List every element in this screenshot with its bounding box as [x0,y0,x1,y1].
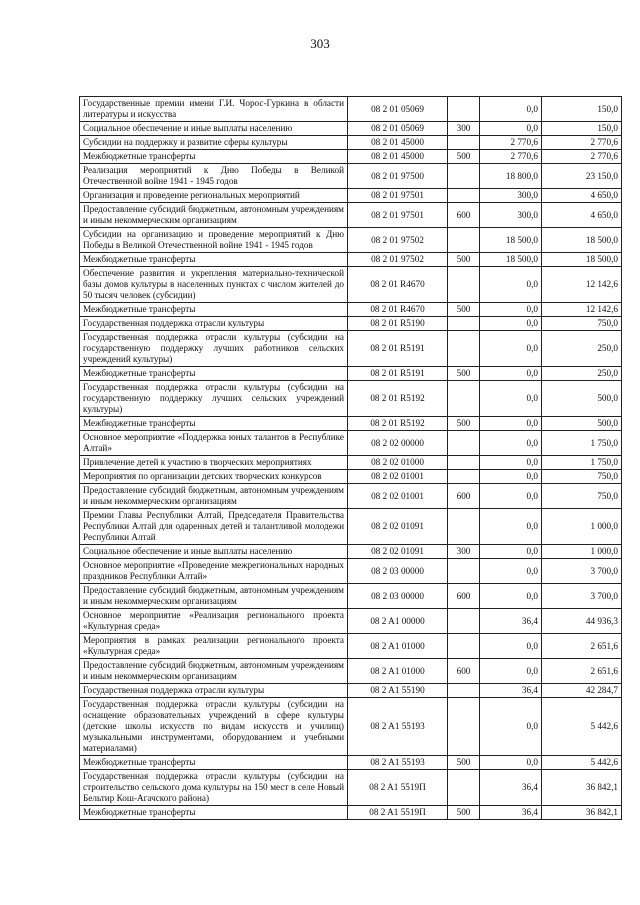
table-row [80,417,622,431]
amount-second-year: 750,0 [542,470,622,484]
table-row [80,806,622,820]
expense-type-code [448,456,480,470]
table-row [80,136,622,150]
amount-first-year: 0,0 [480,659,542,684]
target-article-code: 08 2 02 01001 [348,484,448,509]
table-row [80,367,622,381]
amount-second-year: 2 770,6 [542,150,622,164]
row-description: Основное мероприятие «Поддержка юных талантов в Республике Алтай» [80,431,348,456]
table-row [80,698,622,756]
amount-second-year: 2 651,6 [542,659,622,684]
expense-type-code: 500 [448,417,480,431]
amount-first-year: 0,0 [480,756,542,770]
target-article-code: 08 2 01 R5192 [348,381,448,417]
target-article-code: 08 2 01 R4670 [348,303,448,317]
expense-type-code [448,331,480,367]
row-description: Субсидии на организацию и проведение мероприятий к Дню Победы в Великой Отечественной войне 1941 - 1945 годов [80,228,348,253]
row-description: Предоставление субсидий бюджетным, автономным учреждениям и иным некоммерческим организациям [80,584,348,609]
table-body [80,97,622,820]
target-article-code: 08 2 01 R5190 [348,317,448,331]
expense-type-code [448,381,480,417]
amount-second-year: 250,0 [542,367,622,381]
target-article-code: 08 2 01 R5192 [348,417,448,431]
expense-type-code [448,509,480,545]
table-row [80,303,622,317]
amount-first-year: 0,0 [480,431,542,456]
amount-second-year: 1 750,0 [542,431,622,456]
amount-first-year: 2 770,6 [480,150,542,164]
table-row [80,331,622,367]
expense-type-code [448,164,480,189]
target-article-code: 08 2 A1 00000 [348,609,448,634]
table-row [80,381,622,417]
amount-second-year: 12 142,6 [542,303,622,317]
target-article-code: 08 2 A1 5519П [348,770,448,806]
row-description: Государственная поддержка отрасли культуры [80,317,348,331]
expense-type-code: 600 [448,484,480,509]
amount-second-year: 44 936,3 [542,609,622,634]
row-description: Основное мероприятие «Проведение межрегиональных народных праздников Республики Алтай» [80,559,348,584]
expense-type-code: 600 [448,203,480,228]
row-description: Предоставление субсидий бюджетным, автономным учреждениям и иным некоммерческим организациям [80,203,348,228]
row-description: Премии Главы Республики Алтай, Председателя Правительства Республики Алтай для одаренных детей и талантливой молодежи Республики Алтай [80,509,348,545]
row-description: Межбюджетные трансферты [80,150,348,164]
target-article-code: 08 2 A1 55190 [348,684,448,698]
amount-second-year: 750,0 [542,484,622,509]
row-description: Межбюджетные трансферты [80,303,348,317]
expense-type-code [448,770,480,806]
expense-type-code [448,684,480,698]
table-row [80,97,622,122]
table-row [80,770,622,806]
table-row [80,431,622,456]
row-description: Государственная поддержка отрасли культуры (субсидии на оснащение образовательных учреждений в сфере культуры (детские школы искусств по видам искусств и училищ) музыкальными инструментами, оборудованием и учебными материалами) [80,698,348,756]
row-description: Государственная поддержка отрасли культуры (субсидии на государственную поддержку лучших сельских учреждений культуры) [80,381,348,417]
expense-type-code [448,698,480,756]
amount-second-year: 150,0 [542,97,622,122]
row-description: Мероприятия в рамках реализации регионального проекта «Культурная среда» [80,634,348,659]
target-article-code: 08 2 02 01091 [348,545,448,559]
amount-first-year: 0,0 [480,698,542,756]
amount-first-year: 18 500,0 [480,228,542,253]
row-description: Предоставление субсидий бюджетным, автономным учреждениям и иным некоммерческим организациям [80,484,348,509]
amount-second-year: 4 650,0 [542,189,622,203]
row-description: Межбюджетные трансферты [80,806,348,820]
amount-first-year: 2 770,6 [480,136,542,150]
row-description: Государственные премии имени Г.И. Чорос-Гуркина в области литературы и искусства [80,97,348,122]
target-article-code: 08 2 01 45000 [348,150,448,164]
row-description: Обеспечение развития и укрепления материально-технической базы домов культуры в населенных пунктах с числом жителей до 50 тысяч человек (субсидии) [80,267,348,303]
table-row [80,584,622,609]
table-row [80,470,622,484]
table-row [80,189,622,203]
expense-type-code [448,634,480,659]
expense-type-code [448,97,480,122]
amount-second-year: 12 142,6 [542,267,622,303]
amount-second-year: 150,0 [542,122,622,136]
target-article-code: 08 2 03 00000 [348,559,448,584]
row-description: Государственная поддержка отрасли культуры (субсидии на государственную поддержку лучших работников сельских учреждений культуры) [80,331,348,367]
amount-second-year: 500,0 [542,417,622,431]
amount-second-year: 4 650,0 [542,203,622,228]
amount-first-year: 0,0 [480,267,542,303]
target-article-code: 08 2 01 97502 [348,228,448,253]
expense-type-code: 600 [448,584,480,609]
target-article-code: 08 2 02 01091 [348,509,448,545]
amount-second-year: 3 700,0 [542,584,622,609]
target-article-code: 08 2 02 01001 [348,470,448,484]
expense-type-code: 500 [448,806,480,820]
table-row [80,317,622,331]
target-article-code: 08 2 01 97500 [348,164,448,189]
expense-type-code [448,559,480,584]
amount-first-year: 36,4 [480,770,542,806]
target-article-code: 08 2 01 R4670 [348,267,448,303]
table-row [80,122,622,136]
amount-second-year: 3 700,0 [542,559,622,584]
table-row [80,203,622,228]
target-article-code: 08 2 02 01000 [348,456,448,470]
target-article-code: 08 2 01 97501 [348,203,448,228]
expense-type-code [448,609,480,634]
budget-table [79,96,622,820]
row-description: Межбюджетные трансферты [80,253,348,267]
amount-first-year: 300,0 [480,189,542,203]
target-article-code: 08 2 03 00000 [348,584,448,609]
amount-second-year: 1 000,0 [542,509,622,545]
amount-second-year: 750,0 [542,317,622,331]
amount-second-year: 5 442,6 [542,698,622,756]
expense-type-code [448,470,480,484]
target-article-code: 08 2 A1 55193 [348,756,448,770]
amount-second-year: 2 651,6 [542,634,622,659]
amount-first-year: 0,0 [480,545,542,559]
table-row [80,756,622,770]
amount-first-year: 36,4 [480,684,542,698]
amount-second-year: 250,0 [542,331,622,367]
expense-type-code: 500 [448,756,480,770]
amount-second-year: 18 500,0 [542,228,622,253]
expense-type-code: 500 [448,303,480,317]
target-article-code: 08 2 01 45000 [348,136,448,150]
expense-type-code: 300 [448,122,480,136]
amount-second-year: 500,0 [542,381,622,417]
row-description: Реализация мероприятий к Дню Победы в Великой Отечественной войне 1941 - 1945 годов [80,164,348,189]
table-row [80,634,622,659]
target-article-code: 08 2 A1 01000 [348,659,448,684]
expense-type-code [448,317,480,331]
target-article-code: 08 2 01 05069 [348,97,448,122]
table-row [80,228,622,253]
expense-type-code [448,136,480,150]
table-row [80,456,622,470]
target-article-code: 08 2 A1 5519П [348,806,448,820]
amount-second-year: 2 770,6 [542,136,622,150]
table-row [80,609,622,634]
amount-first-year: 0,0 [480,331,542,367]
table-row [80,659,622,684]
target-article-code: 08 2 01 R5191 [348,367,448,381]
amount-first-year: 0,0 [480,367,542,381]
table-row [80,267,622,303]
amount-first-year: 0,0 [480,484,542,509]
table-row [80,164,622,189]
table-row [80,509,622,545]
expense-type-code: 500 [448,367,480,381]
expense-type-code [448,431,480,456]
expense-type-code [448,228,480,253]
amount-first-year: 18 500,0 [480,253,542,267]
amount-first-year: 0,0 [480,470,542,484]
target-article-code: 08 2 01 97502 [348,253,448,267]
amount-second-year: 36 842,1 [542,770,622,806]
amount-second-year: 36 842,1 [542,806,622,820]
amount-first-year: 300,0 [480,203,542,228]
expense-type-code: 500 [448,150,480,164]
row-description: Межбюджетные трансферты [80,367,348,381]
target-article-code: 08 2 A1 01000 [348,634,448,659]
target-article-code: 08 2 01 R5191 [348,331,448,367]
row-description: Организация и проведение региональных мероприятий [80,189,348,203]
target-article-code: 08 2 01 05069 [348,122,448,136]
amount-first-year: 0,0 [480,417,542,431]
expense-type-code [448,267,480,303]
amount-first-year: 18 800,0 [480,164,542,189]
page-number: 303 [310,36,330,51]
table-row [80,684,622,698]
target-article-code: 08 2 A1 55193 [348,698,448,756]
row-description: Межбюджетные трансферты [80,756,348,770]
amount-first-year: 0,0 [480,559,542,584]
amount-second-year: 5 442,6 [542,756,622,770]
row-description: Субсидии на поддержку и развитие сферы культуры [80,136,348,150]
amount-first-year: 0,0 [480,584,542,609]
expense-type-code: 500 [448,253,480,267]
target-article-code: 08 2 02 00000 [348,431,448,456]
row-description: Социальное обеспечение и иные выплаты населению [80,122,348,136]
amount-second-year: 1 750,0 [542,456,622,470]
amount-first-year: 0,0 [480,634,542,659]
amount-first-year: 0,0 [480,509,542,545]
amount-first-year: 0,0 [480,317,542,331]
row-description: Государственная поддержка отрасли культуры (субсидии на строительство сельского дома культуры на 150 мест в селе Новый Бельтир Кош-Агачского района) [80,770,348,806]
amount-second-year: 42 284,7 [542,684,622,698]
amount-first-year: 0,0 [480,122,542,136]
table-row [80,484,622,509]
expense-type-code: 600 [448,659,480,684]
amount-second-year: 1 000,0 [542,545,622,559]
amount-first-year: 0,0 [480,381,542,417]
amount-second-year: 23 150,0 [542,164,622,189]
table-row [80,253,622,267]
expense-type-code: 300 [448,545,480,559]
table-row [80,545,622,559]
row-description: Привлечение детей к участию в творческих мероприятиях [80,456,348,470]
amount-first-year: 36,4 [480,806,542,820]
row-description: Межбюджетные трансферты [80,417,348,431]
table-row [80,150,622,164]
amount-first-year: 36,4 [480,609,542,634]
row-description: Предоставление субсидий бюджетным, автономным учреждениям и иным некоммерческим организациям [80,659,348,684]
amount-first-year: 0,0 [480,303,542,317]
table-row [80,559,622,584]
row-description: Основное мероприятие «Реализация регионального проекта «Культурная среда» [80,609,348,634]
target-article-code: 08 2 01 97501 [348,189,448,203]
row-description: Государственная поддержка отрасли культуры [80,684,348,698]
row-description: Социальное обеспечение и иные выплаты населению [80,545,348,559]
row-description: Мероприятия по организации детских творческих конкурсов [80,470,348,484]
amount-first-year: 0,0 [480,97,542,122]
amount-second-year: 18 500,0 [542,253,622,267]
expense-type-code [448,189,480,203]
amount-first-year: 0,0 [480,456,542,470]
